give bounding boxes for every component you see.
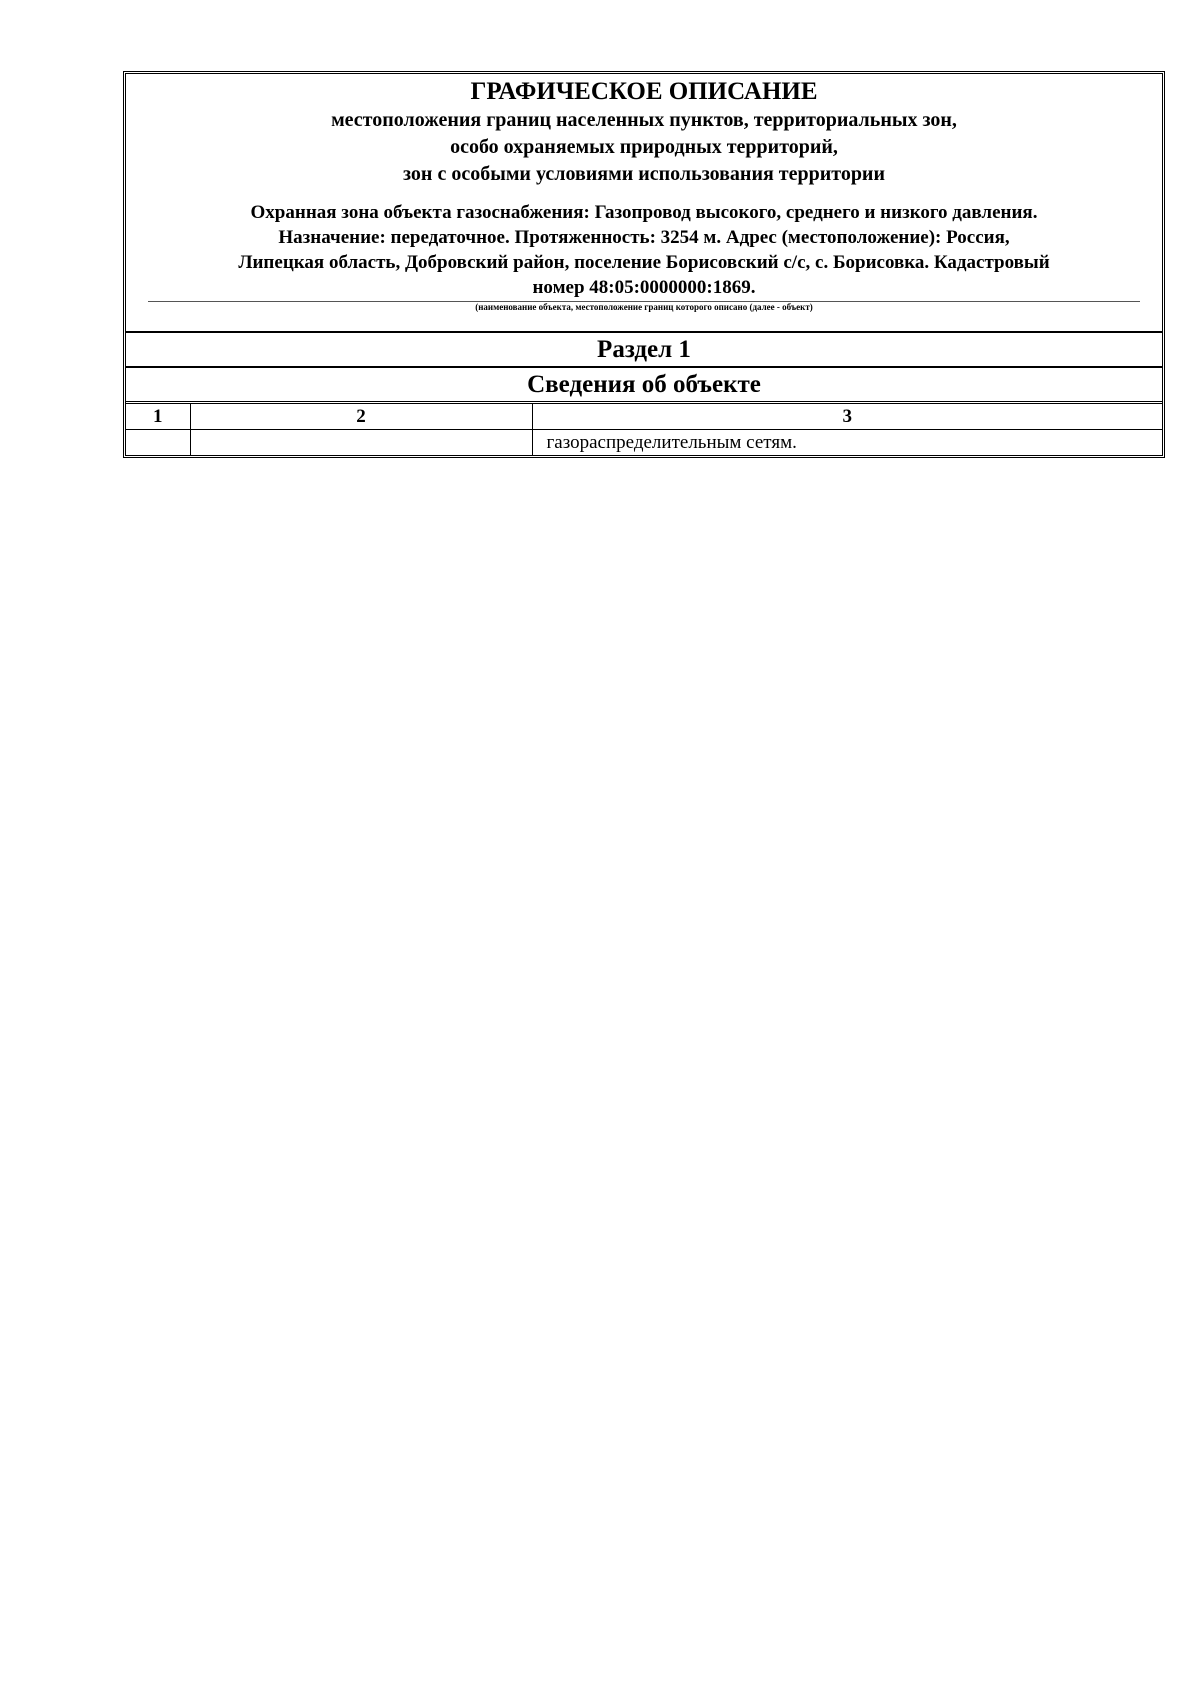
subtitle-line-3: зон с особыми условиями использования территории [403, 163, 885, 185]
table-header-row [126, 404, 1162, 430]
object-info-table [126, 404, 1162, 455]
section-heading: Сведения об объекте [126, 368, 1162, 404]
document-title: ГРАФИЧЕСКОЕ ОПИСАНИЕ [470, 78, 818, 105]
object-line-1: Охранная зона объекта газоснабжения: Газопровод высокого, среднего и низкого давления. [250, 202, 1038, 223]
section-label: Раздел 1 [126, 333, 1162, 368]
column-header-2: 2 [190, 404, 532, 430]
subtitle-line-1: местоположения границ населенных пунктов, территориальных зон, [331, 109, 957, 131]
object-line-2: Назначение: передаточное. Протяженность: 3254 м. Адрес (местоположение): Россия, [278, 227, 1010, 248]
object-line-3: Липецкая область, Добровский район, поселение Борисовский с/с, с. Борисовка. Кадастровый [238, 252, 1050, 273]
column-header-3: 3 [532, 404, 1162, 430]
subtitle-line-2: особо охраняемых природных территорий, [450, 136, 838, 158]
table-cell-3: газораспределительным сетям. [532, 430, 1162, 456]
column-header-1: 1 [126, 404, 190, 430]
table-cell-2 [190, 430, 532, 456]
document-header [126, 74, 1162, 333]
object-line-4: номер 48:05:0000000:1869. [532, 277, 756, 298]
object-description [148, 200, 1140, 300]
table-cell-1 [126, 430, 190, 456]
object-caption: (наименование объекта, местоположение границ которого описано (далее - объект) [475, 302, 813, 312]
document-frame [123, 71, 1165, 458]
table-row [126, 430, 1162, 456]
